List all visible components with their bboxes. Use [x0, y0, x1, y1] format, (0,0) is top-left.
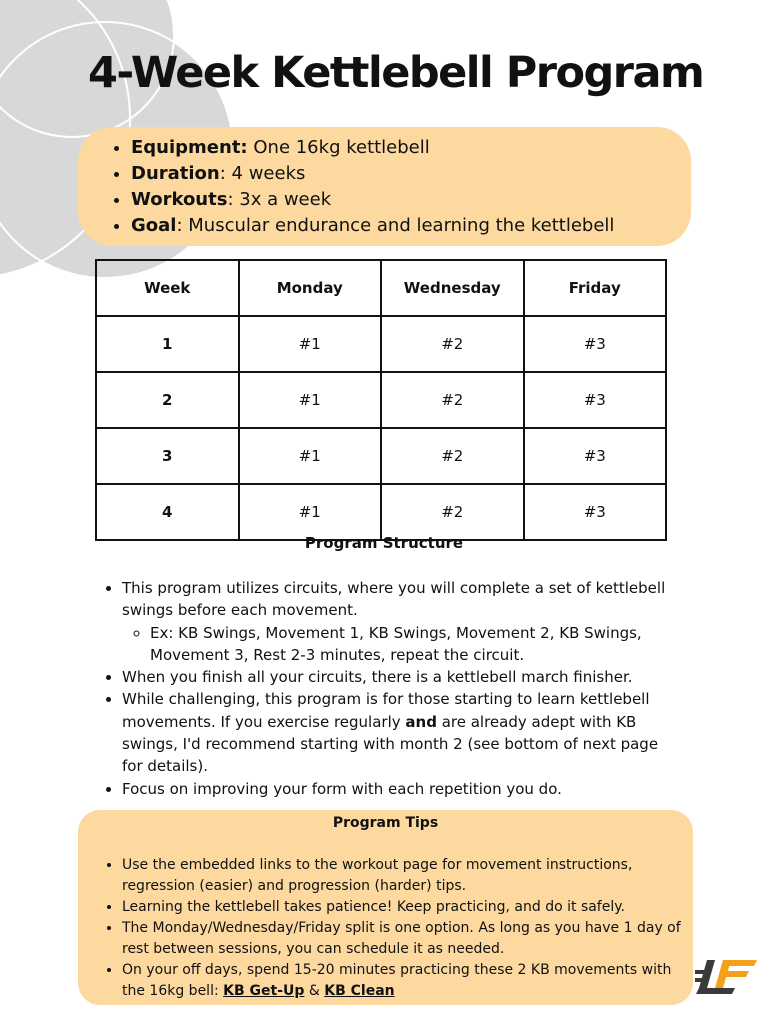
info-value: : Muscular endurance and learning the kettlebell — [176, 215, 615, 236]
table-row — [96, 484, 666, 540]
info-equipment — [131, 135, 691, 161]
program-info-list — [106, 135, 691, 239]
cell-wednesday: #2 — [381, 316, 524, 372]
table-row — [96, 316, 666, 372]
info-label: Goal — [131, 215, 177, 236]
header-wednesday: Wednesday — [381, 260, 524, 316]
info-label: Workouts — [131, 189, 228, 210]
list-item — [122, 918, 690, 960]
header-friday: Friday — [524, 260, 667, 316]
table-row — [96, 372, 666, 428]
structure-bullet-text: While challenging, this program is for those starting to learn kettlebell movements. If you exercise regularly — [122, 690, 650, 731]
cell-week: 3 — [96, 428, 239, 484]
cell-friday: #3 — [524, 484, 667, 540]
list-item — [122, 778, 675, 800]
cell-monday: #1 — [239, 372, 382, 428]
info-label: Duration — [131, 163, 220, 184]
lf-logo-icon — [695, 958, 757, 994]
cell-monday: #1 — [239, 316, 382, 372]
structure-bullet-text: This program utilizes circuits, where you will complete a set of kettlebell swings before each movement. — [122, 579, 666, 620]
program-tips-box — [78, 810, 693, 1005]
list-item — [122, 666, 675, 688]
cell-wednesday: #2 — [381, 372, 524, 428]
list-item — [122, 577, 675, 666]
cell-monday: #1 — [239, 428, 382, 484]
kb-clean-link[interactable]: KB Clean — [324, 983, 395, 999]
schedule-table — [95, 259, 667, 541]
tip-text: Use the embedded links to the workout page for movement instructions, regression (easier) and progression (harder) tips. — [122, 857, 633, 894]
cell-friday: #3 — [524, 372, 667, 428]
info-value: : 4 weeks — [219, 163, 306, 184]
header-monday: Monday — [239, 260, 382, 316]
table-header-row — [96, 260, 666, 316]
tip-text: Learning the kettlebell takes patience! Keep practicing, and do it safely. — [122, 899, 625, 915]
info-duration — [131, 161, 691, 187]
cell-week: 1 — [96, 316, 239, 372]
program-tips-title: Program Tips — [332, 815, 439, 831]
program-structure-list — [100, 577, 675, 800]
info-value: One 16kg kettlebell — [247, 137, 430, 158]
program-structure-title: Program Structure — [304, 534, 464, 552]
cell-week: 4 — [96, 484, 239, 540]
list-item — [150, 622, 675, 667]
info-label: Equipment: — [131, 137, 248, 158]
info-workouts — [131, 187, 691, 213]
table-row — [96, 428, 666, 484]
cell-wednesday: #2 — [381, 484, 524, 540]
list-item — [122, 960, 690, 1002]
header-week: Week — [96, 260, 239, 316]
cell-week: 2 — [96, 372, 239, 428]
info-goal — [131, 213, 691, 239]
cell-friday: #3 — [524, 316, 667, 372]
structure-bullet-text: Focus on improving your form with each repetition you do. — [122, 779, 562, 798]
list-item — [122, 897, 690, 918]
structure-bullet-text: are already adept with KB swings, I'd recommend starting with month 2 (see bottom of next page for details). — [122, 712, 659, 776]
emphasis-text: and — [405, 712, 437, 731]
structure-subbullet-text: Ex: KB Swings, Movement 1, KB Swings, Movement 2, KB Swings, Movement 3, Rest 2-3 minutes, repeat the circuit. — [150, 623, 642, 664]
list-item — [122, 855, 690, 897]
structure-bullet-text: When you finish all your circuits, there is a kettlebell march finisher. — [122, 668, 633, 687]
cell-wednesday: #2 — [381, 428, 524, 484]
program-info-box — [78, 127, 691, 246]
ampersand: & — [304, 983, 325, 999]
program-tips-list — [100, 855, 690, 1002]
tip-text: On your off days, spend 15-20 minutes practicing these 2 KB movements with the 16kg bell: — [122, 962, 672, 999]
cell-friday: #3 — [524, 428, 667, 484]
list-item — [122, 688, 675, 777]
kb-get-up-link[interactable]: KB Get-Up — [223, 983, 305, 999]
cell-monday: #1 — [239, 484, 382, 540]
info-value: : 3x a week — [227, 189, 332, 210]
tip-text: The Monday/Wednesday/Friday split is one option. As long as you have 1 day of rest between sessions, you can schedule it as needed. — [122, 920, 681, 957]
page-title: 4-Week Kettlebell Program — [88, 48, 704, 98]
